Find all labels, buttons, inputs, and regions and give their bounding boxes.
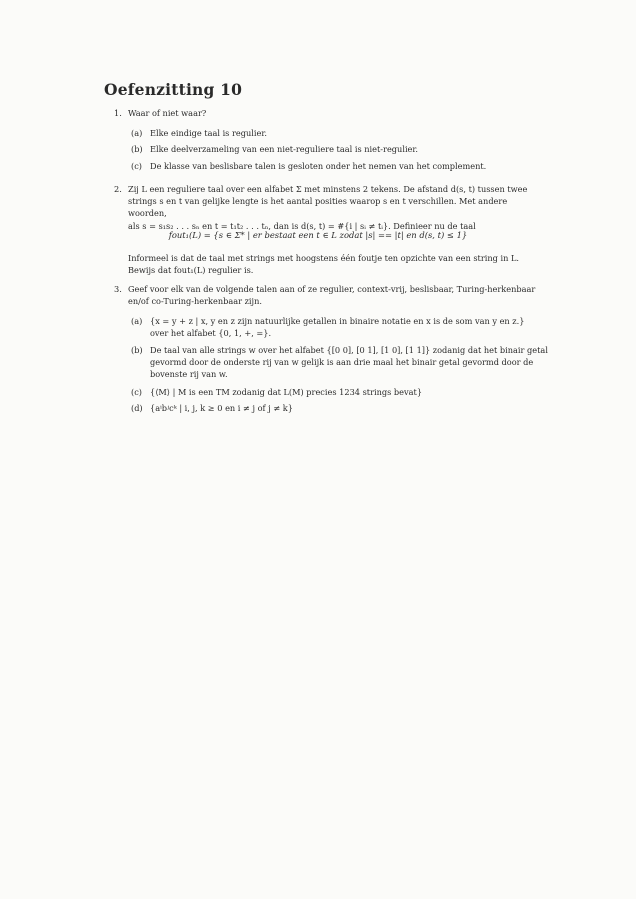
question-text-line: als s = s₁s₂ . . . sₙ en t = t₁t₂ . . . tₙ, dan is d(s, t) = #{i | sᵢ ≠ tᵢ}. Definieer nu de taal bbox=[128, 220, 476, 231]
question-3 bbox=[114, 283, 548, 307]
question-number: 3. bbox=[114, 284, 122, 294]
q3-item-c bbox=[131, 386, 550, 398]
question-text-line: Bewijs dat fout₁(L) regulier is. bbox=[128, 265, 254, 276]
question-text-line: en/of co-Turing-herkenbaar zijn. bbox=[128, 296, 262, 307]
item-text-line: {x = y + z | x, y en z zijn natuurlijke getallen in binaire notatie en x is de som van y en z.} bbox=[150, 316, 525, 326]
question-1 bbox=[114, 107, 528, 119]
item-text-line: over het alfabet {0, 1, +, =}. bbox=[150, 328, 272, 339]
question-number: 2. bbox=[114, 184, 122, 194]
q1-item-c bbox=[131, 160, 530, 172]
question-text: Waar of niet waar? bbox=[128, 108, 207, 118]
item-text-line: gevormd door de onderste rij van w gelijk is aan drie maal het binair getal gevormd door de bbox=[150, 357, 534, 368]
item-text: Elke deelverzameling van een niet-reguliere taal is niet-regulier. bbox=[150, 144, 419, 154]
item-text-line: De taal van alle strings w over het alfabet {[0 0], [0 1], [1 0], [1 1]} zodanig dat het binair getal bbox=[150, 345, 548, 355]
question-2-continued bbox=[128, 252, 548, 276]
item-label: (a) bbox=[131, 128, 143, 138]
item-label: (d) bbox=[131, 403, 143, 413]
q3-item-d bbox=[131, 402, 550, 414]
question-text-line: strings s en t van gelijke lengte is het aantal posities waarop s en t verschillen. Met andere woorden, bbox=[128, 196, 508, 219]
formula-fout1: fout₁(L) = {s ∈ Σ* | er bestaat een t ∈ L zodat |s| == |t| en d(s, t) ≤ 1} bbox=[168, 230, 468, 240]
item-label: (b) bbox=[131, 144, 143, 154]
item-text: De klasse van beslisbare talen is gesloten onder het nemen van het complement. bbox=[150, 161, 487, 171]
q1-item-b bbox=[131, 143, 530, 155]
q1-item-a bbox=[131, 127, 530, 139]
question-text-line: Zij L een reguliere taal over een alfabet Σ met minstens 2 tekens. De afstand d(s, t) tussen twee bbox=[128, 184, 528, 194]
item-label: (c) bbox=[131, 161, 142, 171]
question-text-line: Geef voor elk van de volgende talen aan of ze regulier, context-vrij, beslisbaar, Turing-herkenbaar bbox=[128, 284, 536, 294]
question-text-line: Informeel is dat de taal met strings met hoogstens één foutje ten opzichte van een string in L. bbox=[128, 253, 520, 263]
question-number: 1. bbox=[114, 108, 122, 118]
item-label: (a) bbox=[131, 316, 143, 326]
page-title: Oefenzitting 10 bbox=[104, 80, 243, 99]
q3-item-a bbox=[131, 315, 550, 339]
q3-item-b bbox=[131, 344, 550, 381]
item-label: (c) bbox=[131, 387, 142, 397]
item-text: Elke eindige taal is regulier. bbox=[150, 128, 267, 138]
item-text-line: {aⁱbʲcᵏ | i, j, k ≥ 0 en i ≠ j of j ≠ k} bbox=[150, 403, 293, 413]
item-label: (b) bbox=[131, 345, 143, 355]
item-text-line: bovenste rij van w. bbox=[150, 369, 228, 380]
item-text-line: {⟨M⟩ | M is een TM zodanig dat L(M) precies 1234 strings bevat} bbox=[150, 387, 423, 397]
question-2 bbox=[114, 183, 548, 232]
